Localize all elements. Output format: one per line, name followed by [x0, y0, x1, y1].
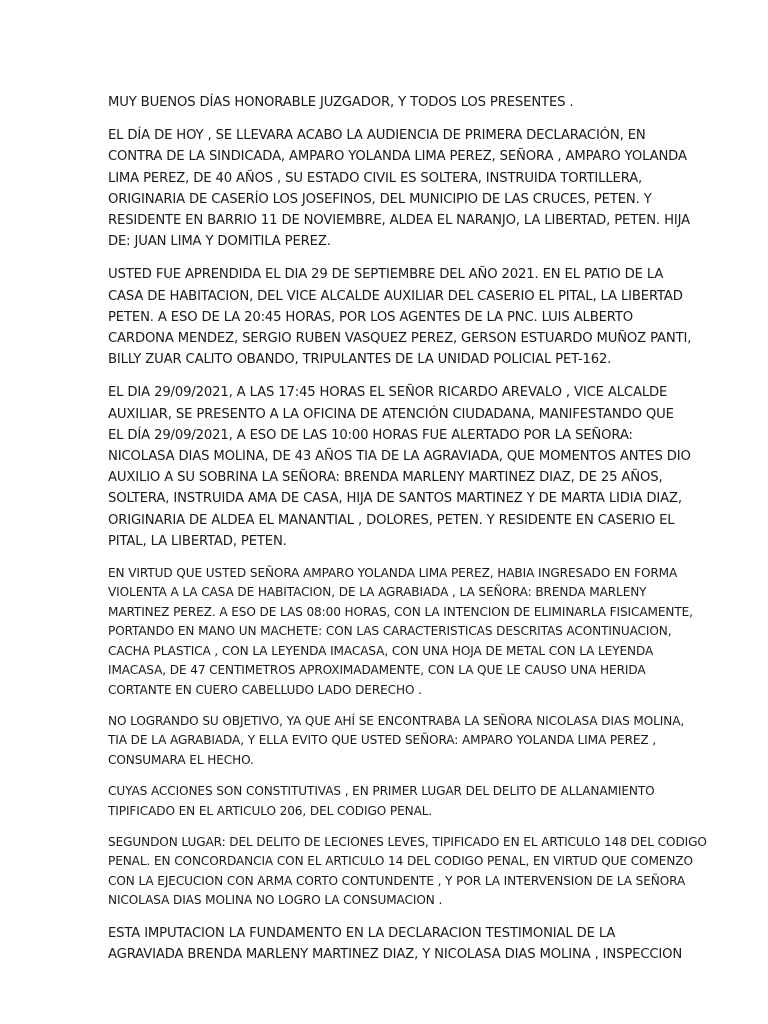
text-line: PETEN. A ESO DE LA 20:45 HORAS, POR LOS AGENTES DE LA PNC. LUIS ALBERTO [108, 309, 633, 325]
text-line: TIA DE LA AGRABIADA, Y ELLA EVITO QUE USTED SEÑORA: AMPARO YOLANDA LIMA PEREZ , [108, 733, 657, 748]
text-line: IMACASA, DE 47 CENTIMETROS APROXIMADAMENTE, CON LA QUE LE CAUSO UNA HERIDA [108, 663, 646, 678]
text-line: CORTANTE EN CUERO CABELLUDO LADO DERECHO . [108, 682, 422, 697]
text-line: AGRAVIADA BRENDA MARLENY MARTINEZ DIAZ, Y NICOLASA DIAS MOLINA , INSPECCION [108, 946, 683, 962]
text-line: SEGUNDON LUGAR: DEL DELITO DE LECIONES LEVES, TIPIFICADO EN EL ARTICULO 148 DEL CODIGO [108, 834, 707, 849]
text-line: PENAL. EN CONCORDANCIA CON EL ARTICULO 14 DEL CODIGO PENAL, EN VIRTUD QUE COMENZO [108, 854, 693, 869]
text-line: EL DÍA 29/09/2021, A ESO DE LAS 10:00 HORAS FUE ALERTADO POR LA SEÑORA: [108, 427, 633, 443]
text-line: MARTINEZ PEREZ. A ESO DE LAS 08:00 HORAS, CON LA INTENCION DE ELIMINARLA FISICAMENTE, [108, 604, 693, 619]
text-line: CON LA EJECUCION CON ARMA CORTO CONTUNDENTE , Y POR LA INTERVENSION DE LA SEÑORA [108, 873, 686, 888]
paragraph-7 [108, 782, 664, 821]
text-line: EL DIA 29/09/2021, A LAS 17:45 HORAS EL SEÑOR RICARDO AREVALO , VICE ALCALDE [108, 385, 668, 401]
text-line: CONSUMARA EL HECHO. [108, 752, 254, 767]
text-line: CUYAS ACCIONES SON CONSTITUTIVAS , EN PRIMER LUGAR DEL DELITO DE ALLANAMIENTO [108, 784, 655, 799]
text-line: LIMA PEREZ, DE 40 AÑOS , SU ESTADO CIVIL ES SOLTERA, INSTRUIDA TORTILLERA, [108, 170, 643, 186]
text-line: BILLY ZUAR CALITO OBANDO, TRIPULANTES DE LA UNIDAD POLICIAL PET-162. [108, 352, 612, 368]
text-line: RESIDENTE EN BARRIO 11 DE NOVIEMBRE, ALDEA EL NARANJO, LA LIBERTAD, PETEN. HIJA [108, 213, 690, 229]
paragraph-4 [108, 382, 691, 552]
text-line: DE: JUAN LIMA Y DOMITILA PEREZ. [108, 234, 331, 250]
text-line: NO LOGRANDO SU OBJETIVO, YA QUE AHÍ SE ENCONTRABA LA SEÑORA NICOLASA DIAS MOLINA, [108, 713, 685, 728]
text-line: MUY BUENOS DÍAS HONORABLE JUZGADOR, Y TODOS LOS PRESENTES . [108, 95, 574, 110]
paragraph-3 [108, 264, 692, 370]
paragraph-8 [108, 833, 707, 911]
document-body [108, 92, 707, 977]
paragraph-2 [108, 125, 690, 252]
text-line: CARDONA MENDEZ, SERGIO RUBEN VASQUEZ PEREZ, GERSON ESTUARDO MUÑOZ PANTI, [108, 331, 692, 347]
text-line: VIOLENTA A LA CASA DE HABITACION, DE LA AGRABIADA , LA SEÑORA: BRENDA MARLENY [108, 585, 647, 600]
text-line: AUXILIO A SU SOBRINA LA SEÑORA: BRENDA MARLENY MARTINEZ DIAZ, DE 25 AÑOS, [108, 470, 663, 486]
paragraph-5 [108, 564, 693, 700]
text-line: EL DÍA DE HOY , SE LLEVARA ACABO LA AUDIENCIA DE PRIMERA DECLARACIÓN, EN [108, 128, 646, 144]
paragraph-6 [108, 712, 685, 770]
text-line: CACHA PLASTICA , CON LA LEYENDA IMACASA, CON UNA HOJA DE METAL CON LA LEYENDA [108, 643, 654, 658]
text-line: NICOLASA DIAS MOLINA NO LOGRO LA CONSUMACION . [108, 893, 443, 908]
text-line: NICOLASA DIAS MOLINA, DE 43 AÑOS TIA DE LA AGRAVIADA, QUE MOMENTOS ANTES DIO [108, 449, 691, 465]
text-line: TIPIFICADO EN EL ARTICULO 206, DEL CODIGO PENAL. [108, 803, 433, 818]
text-line: AUXILIAR, SE PRESENTO A LA OFICINA DE ATENCIÓN CIUDADANA, MANIFESTANDO QUE [108, 406, 674, 422]
text-line: ORIGINARIA DE CASERÍO LOS JOSEFINOS, DEL MUNICIPIO DE LAS CRUCES, PETEN. Y [108, 191, 652, 207]
text-line: EN VIRTUD QUE USTED SEÑORA AMPARO YOLANDA LIMA PEREZ, HABIA INGRESADO EN FORMA [108, 566, 678, 581]
text-line: USTED FUE APRENDIDA EL DIA 29 DE SEPTIEMBRE DEL AÑO 2021. EN EL PATIO DE LA [108, 267, 664, 283]
text-line: CASA DE HABITACION, DEL VICE ALCALDE AUXILIAR DEL CASERIO EL PITAL, LA LIBERTAD [108, 288, 683, 304]
paragraph-9 [108, 923, 683, 965]
text-line: PORTANDO EN MANO UN MACHETE: CON LAS CARACTERISTICAS DESCRITAS ACONTINUACION, [108, 624, 672, 639]
text-line: ESTA IMPUTACION LA FUNDAMENTO EN LA DECLARACION TESTIMONIAL DE LA [108, 925, 616, 941]
paragraph-1 [108, 92, 664, 113]
text-line: SOLTERA, INSTRUIDA AMA DE CASA, HIJA DE SANTOS MARTINEZ Y DE MARTA LIDIA DIAZ, [108, 491, 682, 507]
text-line: CONTRA DE LA SINDICADA, AMPARO YOLANDA LIMA PEREZ, SEÑORA , AMPARO YOLANDA [108, 149, 687, 165]
text-line: PITAL, LA LIBERTAD, PETEN. [108, 533, 287, 549]
text-line: ORIGINARIA DE ALDEA EL MANANTIAL , DOLORES, PETEN. Y RESIDENTE EN CASERIO EL [108, 512, 675, 528]
